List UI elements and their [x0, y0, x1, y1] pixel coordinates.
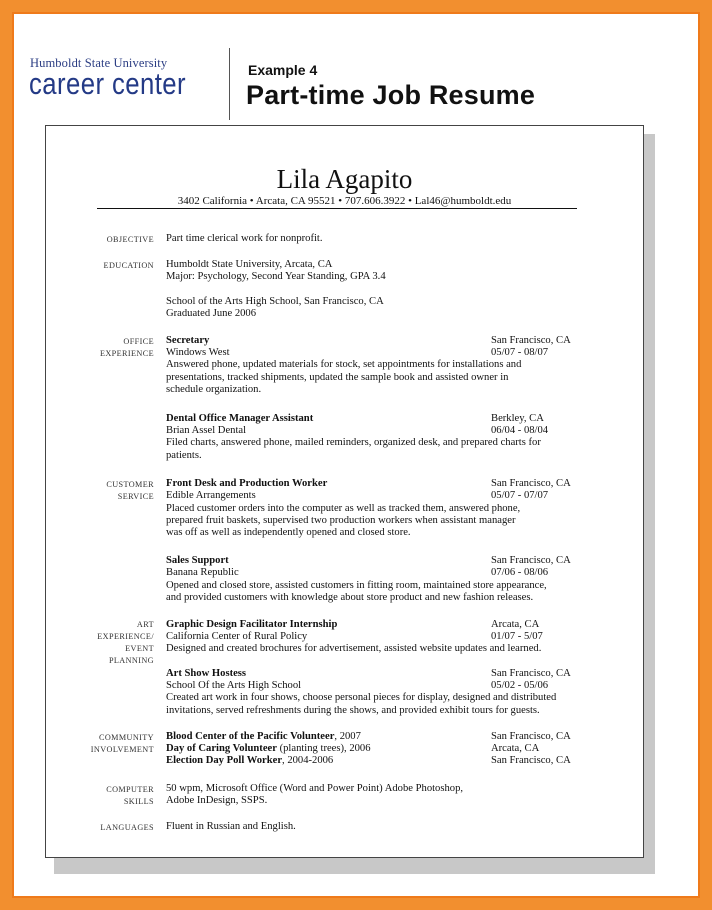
job-description: Created art work in four shows, choose personal pieces for display, designed and distributed — [166, 692, 557, 703]
job-dates: 06/04 - 08/04 — [491, 425, 549, 436]
job-description: patients. — [166, 450, 202, 461]
education-line: Humboldt State University, Arcata, CA — [166, 259, 333, 270]
job-title: Secretary — [166, 335, 210, 346]
community-item-title: Blood Center of the Pacific Volunteer — [166, 731, 335, 742]
job-title: Dental Office Manager Assistant — [166, 413, 314, 424]
section-label-languages: LANGUAGES — [100, 823, 154, 832]
community-location: San Francisco, CA — [491, 731, 571, 742]
community-item-detail: , 2004-2006 — [282, 755, 334, 766]
section-label-computer: SKILLS — [123, 797, 154, 806]
education-line: Graduated June 2006 — [166, 308, 257, 319]
community-location: San Francisco, CA — [491, 755, 571, 766]
section-label-art: ART — [136, 620, 154, 629]
section-label-community: COMMUNITY — [99, 733, 154, 742]
section-label-customer: SERVICE — [117, 492, 154, 501]
job-dates: 05/07 - 07/07 — [491, 490, 549, 501]
job-description: schedule organization. — [166, 384, 262, 395]
job-dates: 05/07 - 08/07 — [491, 347, 549, 358]
page-title: Part-time Job Resume — [246, 80, 536, 110]
job-description: invitations, served refreshments during the shows, and provided exhibit tours for guests. — [166, 705, 540, 716]
page-header — [14, 14, 698, 134]
job-location: San Francisco, CA — [491, 335, 571, 346]
community-item-title: Day of Caring Volunteer — [166, 743, 277, 754]
skills-line: 50 wpm, Microsoft Office (Word and Power Point) Adobe Photoshop, — [166, 783, 464, 794]
community-item — [166, 743, 371, 756]
job-employer: Windows West — [166, 347, 230, 358]
job-description: Designed and created brochures for advertisement, assisted website updates and learned. — [166, 643, 542, 654]
job-location: San Francisco, CA — [491, 478, 571, 489]
section-label-objective: OBJECTIVE — [106, 235, 154, 244]
job-title: Art Show Hostess — [166, 668, 247, 679]
job-description: Filed charts, answered phone, mailed reminders, organized desk, and prepared charts for — [166, 437, 541, 448]
job-title: Front Desk and Production Worker — [166, 478, 328, 489]
section-label-office: EXPERIENCE — [99, 349, 154, 358]
job-employer: Brian Assel Dental — [166, 425, 247, 436]
job-description: Answered phone, updated materials for stock, set appointments for installations and — [166, 359, 522, 370]
job-description: Opened and closed store, assisted customers in fitting room, maintained store appearance, — [166, 580, 547, 591]
education-line: Major: Psychology, Second Year Standing, GPA 3.4 — [166, 271, 386, 282]
header-divider — [229, 48, 230, 120]
job-dates: 05/02 - 05/06 — [491, 680, 549, 691]
resume-contact: 3402 California • Arcata, CA 95521 • 707.606.3922 • Lal46@humboldt.edu — [177, 195, 512, 207]
section-label-art: EVENT — [125, 644, 154, 653]
job-title: Graphic Design Facilitator Internship — [166, 619, 338, 630]
section-label-art: PLANNING — [108, 656, 154, 665]
job-location: San Francisco, CA — [491, 555, 571, 566]
languages-text: Fluent in Russian and English. — [166, 821, 296, 832]
section-label-office: OFFICE — [123, 337, 154, 346]
job-employer: Edible Arrangements — [166, 490, 256, 501]
section-label-education: EDUCATION — [103, 261, 154, 270]
job-location: Arcata, CA — [491, 619, 540, 630]
job-title: Sales Support — [166, 555, 229, 566]
job-description: and provided customers with knowledge about store product and new fashion releases. — [166, 592, 534, 603]
community-item-detail: , 2007 — [334, 731, 361, 742]
skills-line: Adobe InDesign, SSPS. — [166, 795, 268, 806]
job-employer: School Of the Arts High School — [166, 680, 302, 691]
job-dates: 01/07 - 5/07 — [491, 631, 543, 642]
example-label: Example 4 — [248, 62, 318, 78]
resume-paper — [45, 125, 644, 858]
education-line: School of the Arts High School, San Francisco, CA — [166, 296, 384, 307]
job-description: prepared fruit baskets, supervised two production workers when assistant manager — [166, 515, 516, 526]
logo-university-text: Humboldt State University — [30, 56, 168, 70]
community-item-title: Election Day Poll Worker — [166, 755, 283, 766]
logo-career-center: career center — [29, 66, 186, 101]
section-label-computer: COMPUTER — [106, 785, 154, 794]
job-employer: Banana Republic — [166, 567, 239, 578]
job-employer: California Center of Rural Policy — [166, 631, 308, 642]
objective-text: Part time clerical work for nonprofit. — [166, 233, 323, 244]
section-label-community: INVOLVEMENT — [90, 745, 154, 754]
job-dates: 07/06 - 08/06 — [491, 567, 549, 578]
resume-name: Lila Agapito — [276, 164, 413, 194]
job-description: was off as well as independently opened and closed store. — [166, 527, 411, 538]
job-location: San Francisco, CA — [491, 668, 571, 679]
section-label-art: EXPERIENCE/ — [97, 632, 154, 641]
community-item — [166, 731, 361, 744]
community-item-detail: (planting trees), 2006 — [276, 743, 371, 754]
job-description: presentations, tracked shipments, updated the sample book and assisted owner in — [166, 372, 509, 383]
name-divider — [97, 208, 577, 209]
section-label-customer: CUSTOMER — [106, 480, 154, 489]
job-location: Berkley, CA — [491, 413, 544, 424]
community-location: Arcata, CA — [491, 743, 540, 754]
community-item — [166, 755, 333, 768]
job-description: Placed customer orders into the computer as well as tracked them, answered phone, — [166, 503, 521, 514]
